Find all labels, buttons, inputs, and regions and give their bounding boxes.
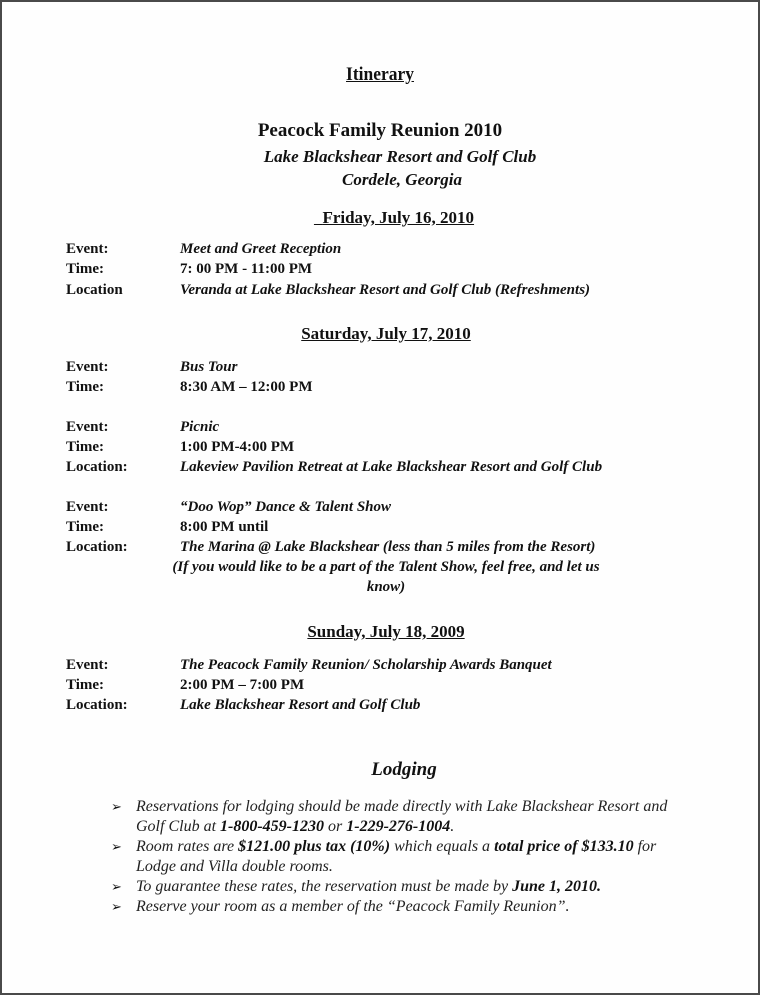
location-value: Lake Blackshear Resort and Golf Club xyxy=(180,697,421,713)
total-price: total price of $133.10 xyxy=(494,838,634,855)
time-row xyxy=(66,676,304,695)
location-row xyxy=(66,281,590,300)
arrow-bullet-icon: ➢ xyxy=(111,899,122,914)
phone-number-2: 1-229-276-1004 xyxy=(346,818,451,835)
arrow-bullet-icon: ➢ xyxy=(111,879,122,894)
city-heading: Cordele, Georgia xyxy=(342,170,462,189)
time-label: Time: xyxy=(66,379,105,395)
location-row xyxy=(66,696,420,715)
event-value: “Doo Wop” Dance & Talent Show xyxy=(180,499,392,515)
time-label: Time: xyxy=(66,519,105,535)
location-row xyxy=(66,538,595,557)
event-row xyxy=(66,656,552,675)
lodging-bullet-list xyxy=(109,797,669,917)
day-heading-friday xyxy=(16,208,760,228)
event-value: The Peacock Family Reunion/ Scholarship Awards Banquet xyxy=(180,657,552,673)
time-value: 2:00 PM – 7:00 PM xyxy=(180,677,305,693)
event-label: Event: xyxy=(66,499,109,515)
day-heading-text: Friday, July 16, 2010 xyxy=(322,208,475,227)
bullet-text: To guarantee these rates, the reservation must be made by xyxy=(136,878,513,895)
bullet-text: which equals a xyxy=(390,838,495,855)
event-label: Event: xyxy=(66,241,109,257)
event-label: Event: xyxy=(66,419,109,435)
bullet-text: Room rates are xyxy=(136,838,239,855)
location-row xyxy=(66,458,602,477)
document-title: Itinerary xyxy=(346,64,414,85)
deadline-date: June 1, 2010. xyxy=(512,878,601,895)
event-row xyxy=(66,418,219,437)
lodging-bullet xyxy=(109,897,669,917)
location-value: The Marina @ Lake Blackshear (less than 5 miles from the Resort) xyxy=(180,539,596,555)
time-value: 8:30 AM – 12:00 PM xyxy=(180,379,313,395)
event-value: Bus Tour xyxy=(180,359,238,375)
arrow-bullet-icon: ➢ xyxy=(111,839,122,854)
time-value: 8:00 PM until xyxy=(180,519,269,535)
time-value: 1:00 PM-4:00 PM xyxy=(180,439,295,455)
event-label: Event: xyxy=(66,359,109,375)
lodging-heading: Lodging xyxy=(371,759,437,780)
time-value: 7: 00 PM - 11:00 PM xyxy=(180,261,313,277)
bullet-text: or xyxy=(324,818,347,835)
time-row xyxy=(66,438,294,457)
event-row xyxy=(66,498,391,517)
bullet-text: for Lodge and Villa double rooms. xyxy=(136,838,657,875)
location-label: Location xyxy=(66,282,123,298)
bullet-text: . xyxy=(450,818,455,835)
bullet-text: Reservations for lodging should be made directly with Lake Blackshear Resort and Golf Club at xyxy=(136,798,668,835)
day-heading-saturday: Saturday, July 17, 2010 xyxy=(301,324,471,343)
location-value: Veranda at Lake Blackshear Resort and Golf Club (Refreshments) xyxy=(180,282,591,298)
day-heading-sunday: Sunday, July 18, 2009 xyxy=(307,622,465,641)
bullet-text: Reserve your room as a member of the “Peacock Family Reunion”. xyxy=(136,898,570,915)
arrow-bullet-icon: ➢ xyxy=(111,799,122,814)
lodging-bullet xyxy=(109,797,669,837)
room-rate: $121.00 plus tax (10%) xyxy=(238,838,391,855)
time-row xyxy=(66,260,312,279)
location-label: Location: xyxy=(66,459,128,475)
time-label: Time: xyxy=(66,439,105,455)
lodging-bullet xyxy=(109,877,669,897)
location-label: Location: xyxy=(66,539,128,555)
phone-number-1: 1-800-459-1230 xyxy=(220,818,324,835)
time-label: Time: xyxy=(66,677,105,693)
event-label: Event: xyxy=(66,657,109,673)
location-label: Location: xyxy=(66,697,128,713)
time-row xyxy=(66,378,312,397)
time-row xyxy=(66,518,268,537)
event-value: Meet and Greet Reception xyxy=(180,241,342,257)
event-row xyxy=(66,240,341,259)
talent-show-note-line1: (If you would like to be a part of the Talent Show, feel free, and let us xyxy=(172,559,600,575)
venue-heading: Lake Blackshear Resort and Golf Club xyxy=(263,147,537,166)
lodging-bullet xyxy=(109,837,669,877)
location-value: Lakeview Pavilion Retreat at Lake Blackshear Resort and Golf Club xyxy=(180,459,603,475)
event-row xyxy=(66,358,237,377)
event-name-heading: Peacock Family Reunion 2010 xyxy=(257,120,503,141)
event-value: Picnic xyxy=(180,419,220,435)
time-label: Time: xyxy=(66,261,105,277)
talent-show-note-line2: know) xyxy=(366,579,406,595)
